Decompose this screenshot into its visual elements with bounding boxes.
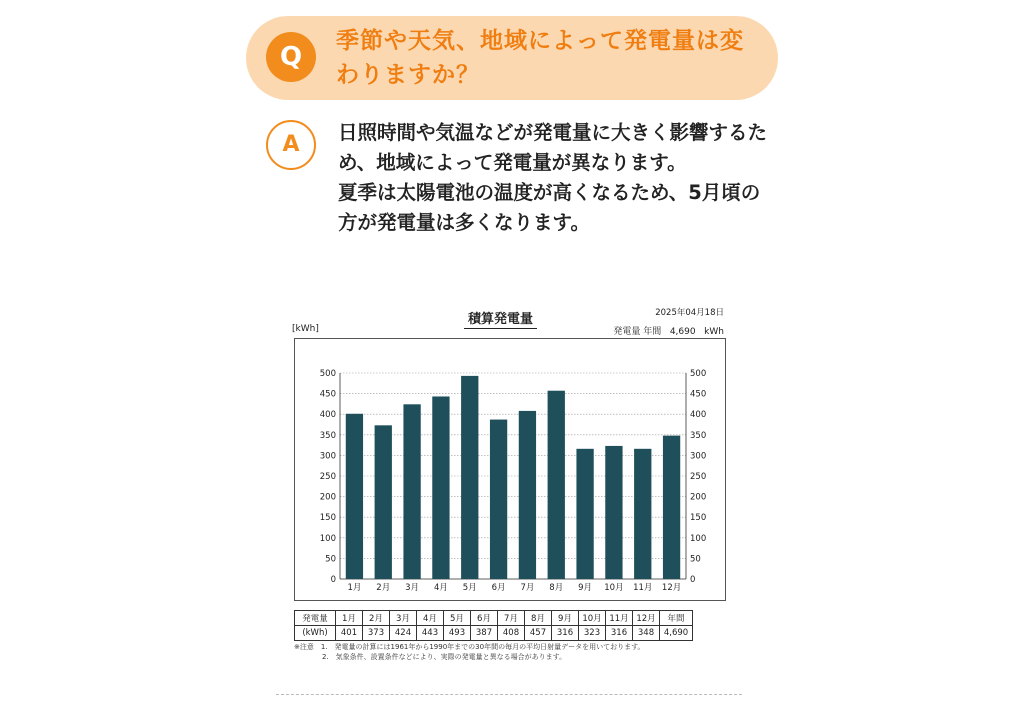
bar <box>461 376 478 579</box>
table-month-cell: 4月 <box>417 611 444 626</box>
table-value-cell: 424 <box>390 626 417 641</box>
bar-chart <box>295 339 727 602</box>
bar <box>346 414 363 579</box>
bar <box>576 449 593 579</box>
bar <box>403 404 420 579</box>
table-month-cell: 11月 <box>606 611 633 626</box>
bar <box>634 449 651 579</box>
y-tick-label-right: 500 <box>690 369 707 379</box>
answer-badge: A <box>266 120 316 170</box>
y-tick-label-right: 400 <box>690 410 707 421</box>
footnote-line: ※注意 1. 発電量の計算には1961年から1990年までの30年間の毎月の平均日射量データを用いております。 <box>294 643 645 651</box>
x-tick-label: 1月 <box>347 583 362 593</box>
table-value-cell: 348 <box>633 626 660 641</box>
y-tick-label-left: 200 <box>319 492 336 503</box>
table-month-cell: 5月 <box>444 611 471 626</box>
x-tick-label: 3月 <box>405 583 420 593</box>
x-tick-label: 4月 <box>433 583 448 593</box>
y-tick-label-left: 400 <box>319 410 336 421</box>
table-value-cell: 493 <box>444 626 471 641</box>
table-month-cell: 6月 <box>471 611 498 626</box>
x-tick-label: 2月 <box>376 583 391 593</box>
dashed-divider <box>276 694 742 695</box>
table-unit-head: (kWh) <box>295 626 336 641</box>
y-tick-label-right: 350 <box>690 430 707 441</box>
footnote <box>294 642 645 662</box>
generation-sheet <box>288 292 730 692</box>
x-tick-label: 9月 <box>578 583 593 593</box>
y-axis-unit: [kWh] <box>292 324 319 334</box>
x-tick-label: 12月 <box>661 583 682 593</box>
y-tick-label-left: 0 <box>330 575 336 585</box>
y-tick-label-left: 450 <box>319 389 336 400</box>
annual-value: 4,690 <box>669 327 696 337</box>
table-row-head: 発電量 <box>295 611 336 626</box>
table-value-cell: 457 <box>525 626 552 641</box>
question-text: 季節や天気、地域によって発電量は変わりますか？ <box>336 28 744 88</box>
y-tick-label-right: 100 <box>690 533 707 544</box>
table-value-cell: 387 <box>471 626 498 641</box>
table-value-cell: 401 <box>336 626 363 641</box>
question-badge: Q <box>266 32 316 82</box>
table-value-cell: 408 <box>498 626 525 641</box>
x-tick-label: 6月 <box>491 583 506 593</box>
table-month-cell: 10月 <box>579 611 606 626</box>
table-month-cell: 3月 <box>390 611 417 626</box>
y-tick-label-left: 50 <box>325 554 336 565</box>
table-month-cell: 7月 <box>498 611 525 626</box>
answer-text: 日照時間や気温などが発電量に大きく影響するため、地域によって発電量が異なります。 夏季は太陽電池の温度が高くなるため、5月頃の方が発電量は多くなります。 <box>338 121 768 234</box>
bar <box>548 391 565 579</box>
bar <box>490 420 507 579</box>
table-month-cell: 2月 <box>363 611 390 626</box>
annual-summary <box>613 324 724 337</box>
x-tick-label: 10月 <box>604 583 624 593</box>
table-month-cell: 9月 <box>552 611 579 626</box>
footnote-line: 2. 気象条件、設置条件などにより、実際の発電量と異なる場合があります。 <box>294 653 567 661</box>
table-row-values <box>295 626 693 641</box>
bar <box>605 446 622 579</box>
y-tick-label-right: 300 <box>690 451 707 462</box>
table-value-cell: 316 <box>552 626 579 641</box>
x-tick-label: 11月 <box>633 583 653 593</box>
table-value-cell: 443 <box>417 626 444 641</box>
bar <box>519 411 536 579</box>
table-value-cell: 316 <box>606 626 633 641</box>
table-month-cell: 8月 <box>525 611 552 626</box>
y-tick-label-left: 100 <box>319 533 336 544</box>
bar <box>663 436 680 579</box>
table-total-value: 4,690 <box>660 626 693 641</box>
table-value-cell: 323 <box>579 626 606 641</box>
plot-frame <box>294 338 726 601</box>
x-tick-label: 5月 <box>462 583 477 593</box>
sheet-date: 2025年04月18日 <box>655 308 724 318</box>
y-tick-label-left: 350 <box>319 430 336 441</box>
y-tick-label-right: 50 <box>690 554 701 565</box>
annual-unit: kWh <box>704 327 724 337</box>
bar <box>432 396 449 579</box>
table-value-cell: 373 <box>363 626 390 641</box>
data-table <box>294 610 693 641</box>
bar <box>375 425 392 579</box>
table-row-months <box>295 611 693 626</box>
chart-title: 積算発電量 <box>464 308 537 329</box>
x-tick-label: 7月 <box>520 583 535 593</box>
y-tick-label-left: 500 <box>319 369 336 379</box>
y-tick-label-left: 250 <box>319 472 336 482</box>
table-total-head: 年間 <box>660 611 693 626</box>
y-tick-label-left: 300 <box>319 451 336 462</box>
y-tick-label-right: 0 <box>690 575 696 585</box>
y-tick-label-right: 200 <box>690 492 707 503</box>
x-tick-label: 8月 <box>549 583 564 593</box>
annual-label: 発電量 年間 <box>613 327 662 337</box>
y-tick-label-right: 250 <box>690 472 707 482</box>
y-tick-label-right: 450 <box>690 389 707 400</box>
table-month-cell: 12月 <box>633 611 660 626</box>
y-tick-label-right: 150 <box>690 513 707 524</box>
y-tick-label-left: 150 <box>319 513 336 524</box>
table-month-cell: 1月 <box>336 611 363 626</box>
